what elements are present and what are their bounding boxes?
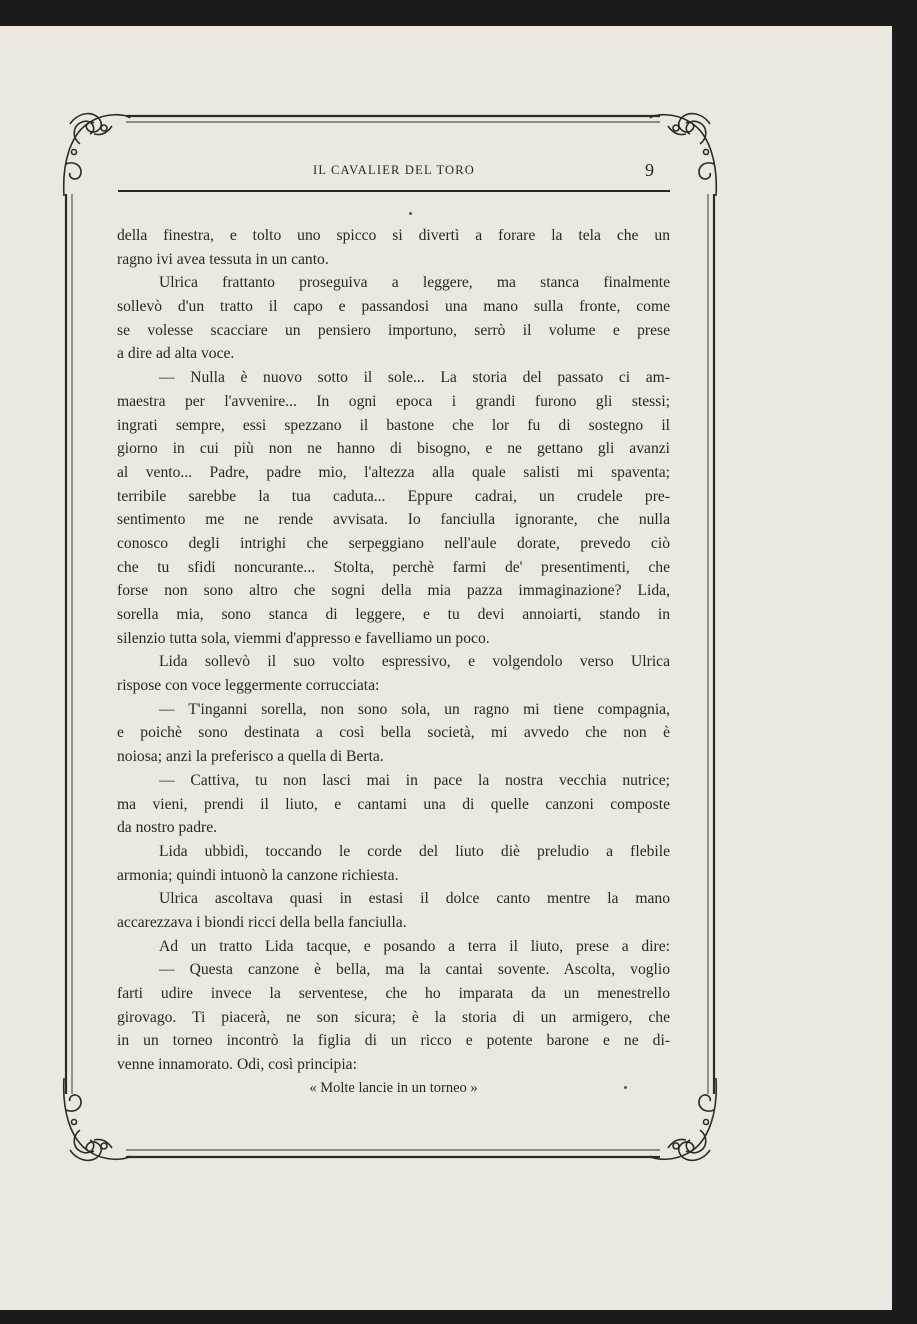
text-line: girovago. Ti piacerà, ne son sicura; è la storia di un armigero, che: [117, 1008, 670, 1026]
text-line: ma vieni, prendi il liuto, e cantami una di quelle canzoni composte: [117, 795, 670, 813]
text-line: venne innamorato. Odi, così principia:: [117, 1056, 357, 1074]
header-rule: [118, 190, 670, 192]
text-line: maestra per l'avvenire... In ogni epoca i grandi furono gli stessi;: [117, 392, 670, 410]
running-header: [118, 160, 670, 185]
text-line: che tu sfidi noncurante... Stolta, perchè farmi de' presentimenti, che: [117, 558, 670, 576]
text-line: Ulrica frattanto proseguiva a leggere, ma stanca finalmente: [159, 274, 670, 292]
text-line: Ad un tratto Lida tacque, e posando a terra il liuto, prese a dire:: [159, 937, 670, 955]
text-line: sentimento me ne rende avvisata. Io fanciulla ignorante, che nulla: [117, 511, 670, 529]
ink-speck: [409, 212, 412, 215]
text-line: in un torneo incontrò la figlia di un ricco e potente barone e ne di-: [117, 1032, 670, 1050]
body-text: [117, 224, 670, 1100]
text-line: — T'inganni sorella, non sono sola, un ragno mi tiene compagnia,: [159, 700, 670, 718]
verse-line: « Molte lancie in un torneo »: [309, 1079, 478, 1096]
text-line: terribile sarebbe la tua caduta... Eppure cadrai, un crudele pre-: [117, 487, 670, 505]
page-number: 9: [645, 160, 654, 180]
text-line: accarezzava i biondi ricci della bella fanciulla.: [117, 913, 407, 931]
text-line: — Cattiva, tu non lasci mai in pace la nostra vecchia nutrice;: [159, 771, 670, 789]
text-line: farti udire invece la serventese, che ho imparata da un menestrello: [117, 985, 670, 1002]
text-line: noiosa; anzi la preferisco a quella di Berta.: [117, 748, 384, 766]
text-line: Lida ubbidì, toccando le corde del liuto diè preludio a flebile: [159, 842, 670, 860]
running-title: IL CAVALIER DEL TORO: [312, 163, 476, 177]
text-line: a dire ad alta voce.: [117, 345, 235, 363]
text-line: forse non sono altro che sogni della mia pazza immaginazione? Lida,: [117, 582, 670, 600]
text-line: sorella mia, sono stanca di leggere, e tu devi annoiarti, stando in: [117, 606, 670, 623]
text-line: se volesse scacciare un pensiero importuno, serrò il volume e prese: [117, 321, 670, 339]
text-line: da nostro padre.: [117, 819, 218, 837]
text-line: silenzio tutta sola, viemmi d'appresso e favelliamo un poco.: [117, 629, 490, 647]
text-line: della finestra, e tolto uno spicco si divertì a forare la tela che un: [117, 227, 670, 244]
text-line: conosco degli intrighi che serpeggiano nell'aule dorate, prevedo ciò: [117, 534, 670, 552]
ink-speck: [624, 1086, 627, 1089]
text-line: armonia; quindi intuonò la canzone richiesta.: [117, 866, 399, 884]
text-line: e poichè sono destinata a così bella società, mi avvedo che non è: [117, 724, 670, 742]
text-line: Ulrica ascoltava quasi in estasi il dolce canto mentre la mano: [159, 890, 670, 908]
text-line: giorno in cui più non ne hanno di bisogno, e ne gettano gli avanzi: [117, 440, 670, 458]
text-line: ragno ivi avea tessuta in un canto.: [117, 250, 329, 268]
text-line: — Nulla è nuovo sotto il sole... La storia del passato ci am-: [159, 369, 670, 387]
text-line: — Questa canzone è bella, ma la cantai sovente. Ascolta, voglio: [159, 961, 670, 979]
text-line: al vento... Padre, padre mio, l'altezza alla quale salisti mi spaventa;: [117, 463, 670, 481]
text-line: sollevò d'un tratto il capo e passandosi una mano sulla fronte, come: [117, 298, 670, 316]
text-line: Lida sollevò il suo volto espressivo, e volgendolo verso Ulrica: [159, 653, 670, 671]
text-line: rispose con voce leggermente corrucciata:: [117, 677, 380, 695]
text-line: ingrati sempre, essi spezzano il bastone che lor fu di sostegno il: [117, 416, 670, 434]
